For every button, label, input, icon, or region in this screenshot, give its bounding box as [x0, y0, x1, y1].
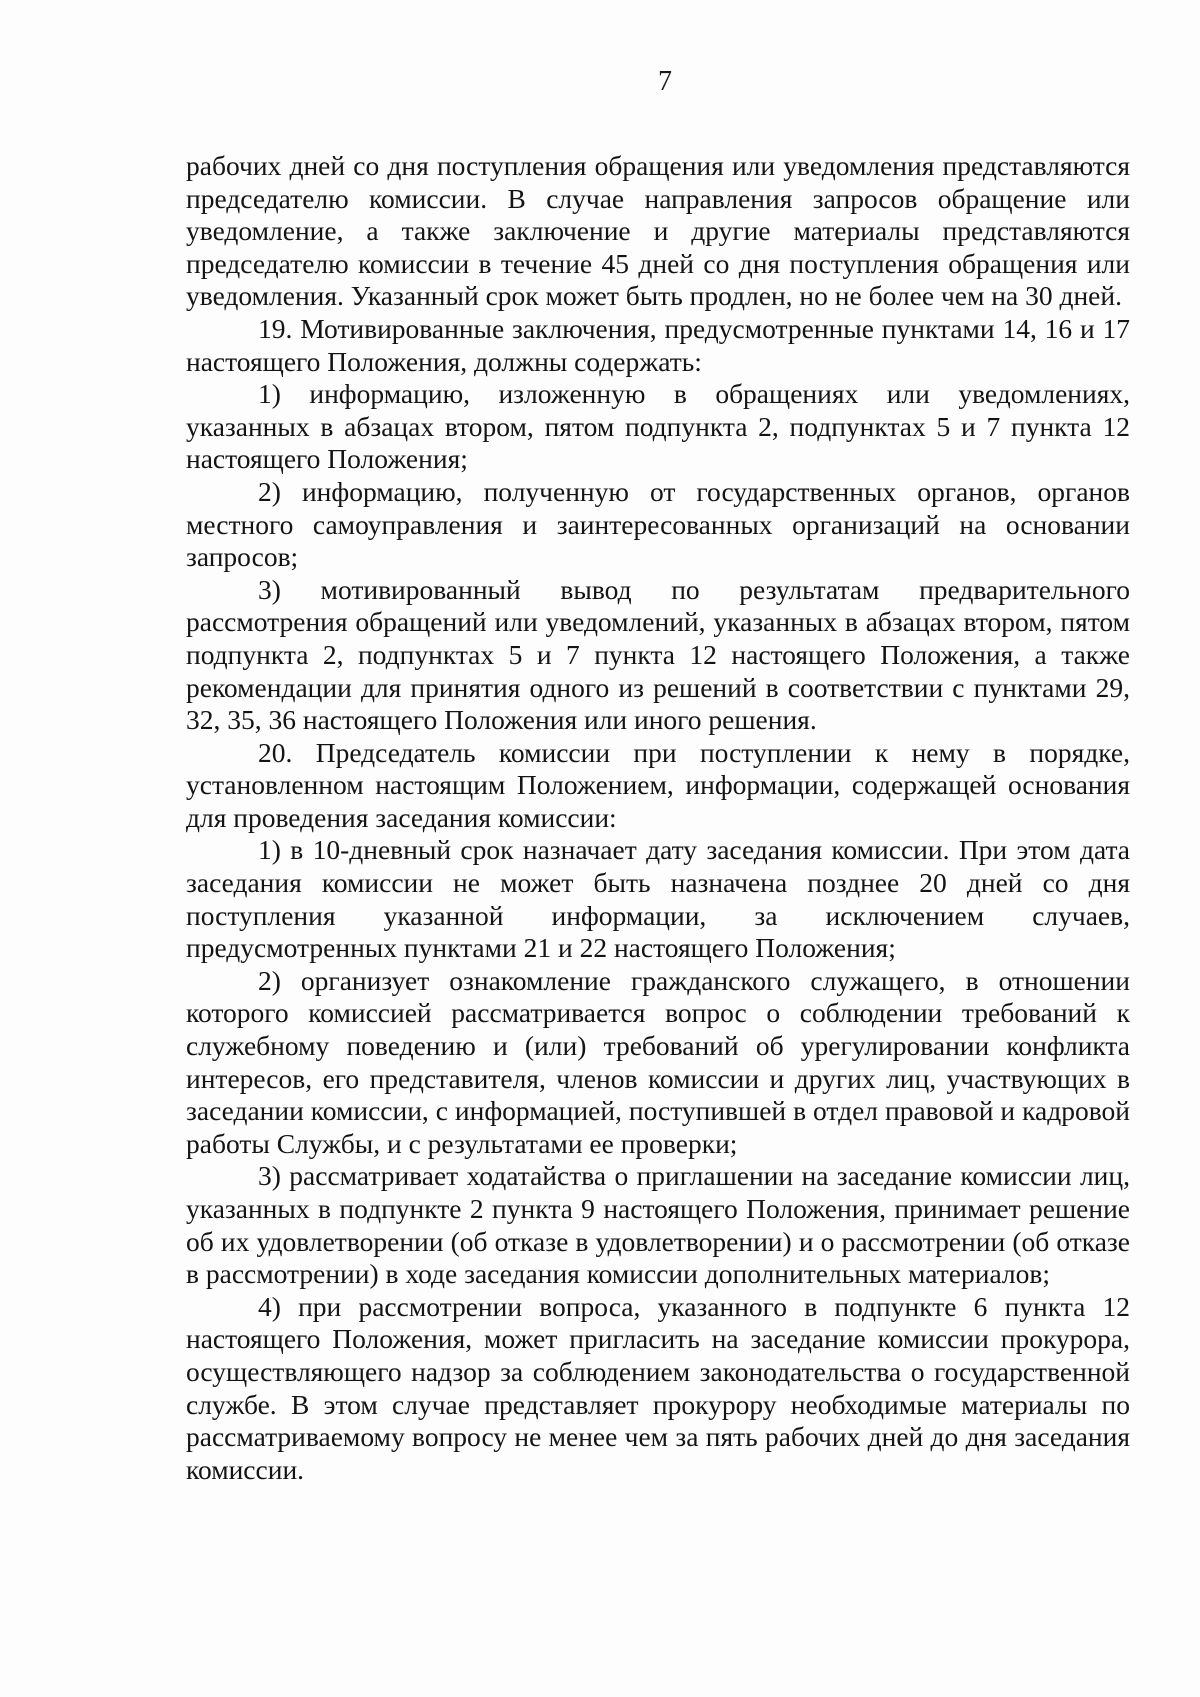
paragraph-item-19: 19. Мотивированные заключения, предусмотренные пунктами 14, 16 и 17 настоящего Положения, должны содержать:	[186, 312, 1130, 377]
paragraph-19-subitem-1: 1) информацию, изложенную в обращениях или уведомлениях, указанных в абзацах втором, пятом подпункта 2, подпунктах 5 и 7 пункта 12 настоящего Положения;	[186, 378, 1130, 475]
paragraph-item-20: 20. Председатель комиссии при поступлении к нему в порядке, установленном настоящим Положением, информации, содержащей основания для проведения заседания комиссии:	[186, 736, 1130, 833]
document-body	[186, 150, 1130, 1486]
paragraph-continuation: рабочих дней со дня поступления обращения или уведомления представляются председателю комиссии. В случае направления запросов обращение или уведомление, а также заключение и другие материалы представляются председателю комиссии в течение 45 дней со дня поступления обращения или уведомления. Указанный срок может быть продлен, но не более чем на 30 дней.	[186, 150, 1130, 312]
paragraph-20-subitem-1: 1) в 10-дневный срок назначает дату заседания комиссии. При этом дата заседания комиссии не может быть назначена позднее 20 дней со дня поступления указанной информации, за исключением случаев, предусмотренных пунктами 21 и 22 настоящего Положения;	[186, 834, 1130, 964]
paragraph-20-subitem-4: 4) при рассмотрении вопроса, указанного в подпункте 6 пункта 12 настоящего Положения, может пригласить на заседание комиссии прокурора, осуществляющего надзор за соблюдением законодательства о государственной службе. В этом случае представляет прокурору необходимые материалы по рассматриваемому вопросу не менее чем за пять рабочих дней до дня заседания комиссии.	[186, 1290, 1130, 1485]
paragraph-20-subitem-2: 2) организует ознакомление гражданского служащего, в отношении которого комиссией рассматривается вопрос о соблюдении требований к служебному поведению и (или) требований об урегулировании конфликта интересов, его представителя, членов комиссии и других лиц, участвующих в заседании комиссии, с информацией, поступившей в отдел правовой и кадровой работы Службы, и с результатами ее проверки;	[186, 964, 1130, 1159]
paragraph-20-subitem-3: 3) рассматривает ходатайства о приглашении на заседание комиссии лиц, указанных в подпункте 2 пункта 9 настоящего Положения, принимает решение об их удовлетворении (об отказе в удовлетворении) и о рассмотрении (об отказе в рассмотрении) в ходе заседания комиссии дополнительных материалов;	[186, 1160, 1130, 1290]
paragraph-19-subitem-2: 2) информацию, полученную от государственных органов, органов местного самоуправления и заинтересованных организаций на основании запросов;	[186, 475, 1130, 573]
page-number: 7	[658, 66, 672, 97]
paragraph-19-subitem-3: 3) мотивированный вывод по результатам предварительного рассмотрения обращений или уведомлений, указанных в абзацах втором, пятом подпункта 2, подпунктах 5 и 7 пункта 12 настоящего Положения, а также рекомендации для принятия одного из решений в соответствии с пунктами 29, 32, 35, 36 настоящего Положения или иного решения.	[186, 573, 1130, 736]
